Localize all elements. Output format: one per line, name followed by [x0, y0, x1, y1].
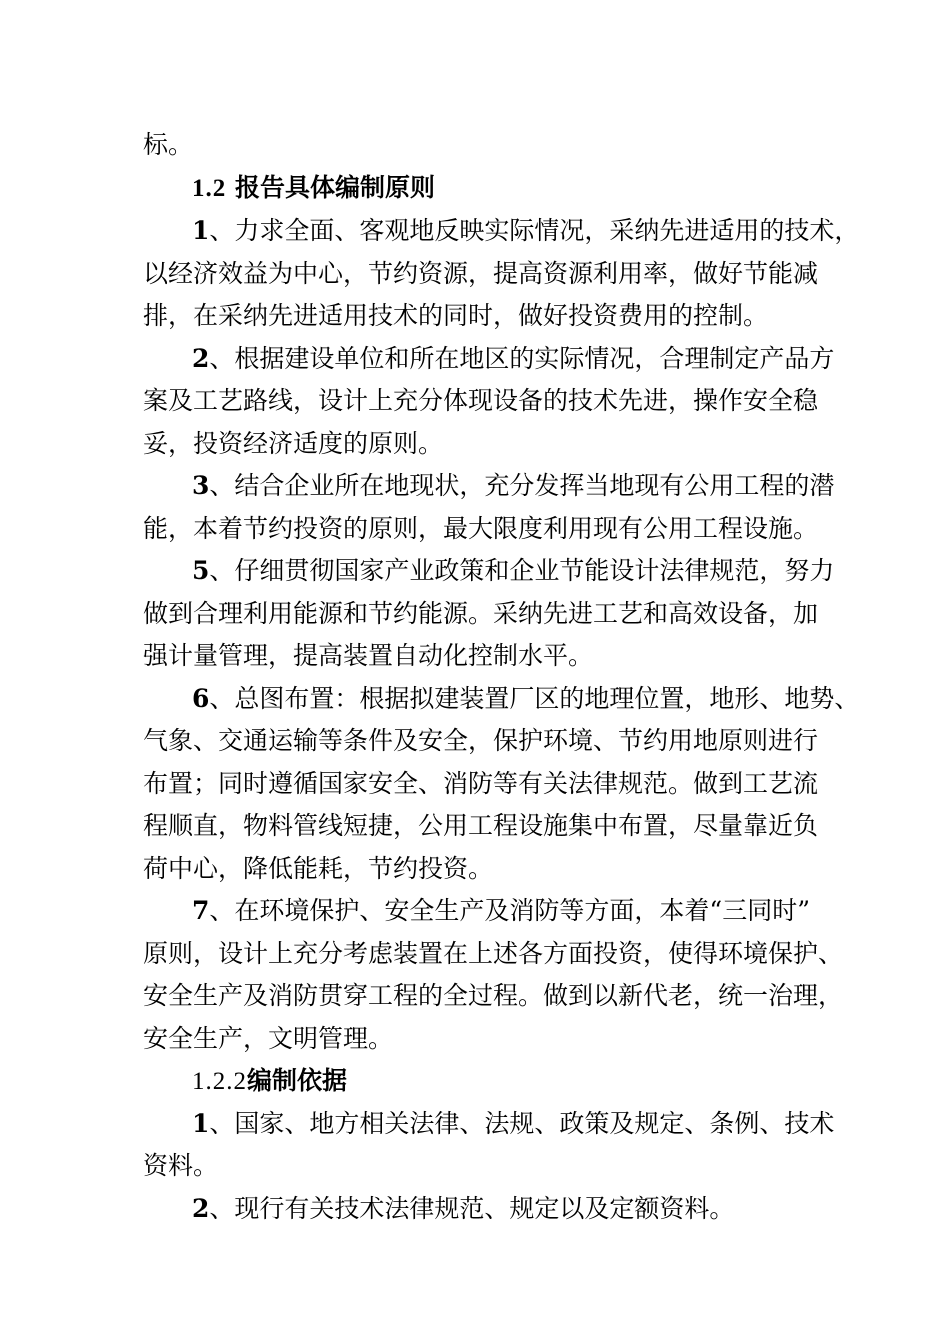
text-line: 案及工艺路线，设计上充分体现设备的技术先进，操作安全稳 [143, 386, 819, 415]
text-line: 原则，设计上充分考虑装置在上述各方面投资，使得环境保护、 [143, 939, 844, 968]
text-line: 强计量管理，提高装置自动化控制水平。 [143, 641, 594, 670]
text-line: 布置；同时遵循国家安全、消防等有关法律规范。做到工艺流 [143, 769, 819, 798]
text-line: 排，在采纳先进适用技术的同时，做好投资费用的控制。 [143, 301, 769, 330]
paragraph-first-line: 6、总图布置：根据拟建装置厂区的地理位置，地形、地势、 [192, 684, 860, 713]
paragraph-first-line: 1、国家、地方相关法律、法规、政策及规定、条例、技术 [192, 1109, 835, 1138]
section-heading: 1.2 报告具体编制原则 [192, 173, 435, 202]
text-line: 程顺直，物料管线短捷，公用工程设施集中布置，尽量靠近负 [143, 811, 819, 840]
subsection-heading: 1.2.2编制依据 [192, 1066, 348, 1095]
text-line: 气象、交通运输等条件及安全，保护环境、节约用地原则进行 [143, 726, 819, 755]
text-line: 标。 [143, 130, 194, 159]
text-line: 资料。 [143, 1151, 219, 1180]
paragraph-first-line: 2、根据建设单位和所在地区的实际情况，合理制定产品方 [192, 344, 835, 373]
text-line: 安全生产及消防贯穿工程的全过程。做到以新代老，统一治理， [143, 981, 844, 1010]
text-line: 安全生产，文明管理。 [143, 1024, 394, 1053]
text-line: 妥，投资经济适度的原则。 [143, 429, 444, 458]
text-line: 以经济效益为中心，节约资源，提高资源利用率，做好节能减 [143, 259, 819, 288]
text-line: 做到合理利用能源和节约能源。采纳先进工艺和高效设备，加 [143, 599, 819, 628]
paragraph-first-line: 1、力求全面、客观地反映实际情况，采纳先进适用的技术， [192, 216, 860, 245]
paragraph-first-line: 5、仔细贯彻国家产业政策和企业节能设计法律规范，努力 [192, 556, 835, 585]
paragraph-first-line: 2、现行有关技术法律规范、规定以及定额资料。 [192, 1194, 735, 1223]
text-line: 能，本着节约投资的原则，最大限度利用现有公用工程设施。 [143, 514, 819, 543]
paragraph-first-line: 3、结合企业所在地现状，充分发挥当地现有公用工程的潜 [192, 471, 835, 500]
text-line: 荷中心，降低能耗，节约投资。 [143, 854, 494, 883]
paragraph-first-line: 7、在环境保护、安全生产及消防等方面，本着“三同时” [192, 896, 810, 925]
